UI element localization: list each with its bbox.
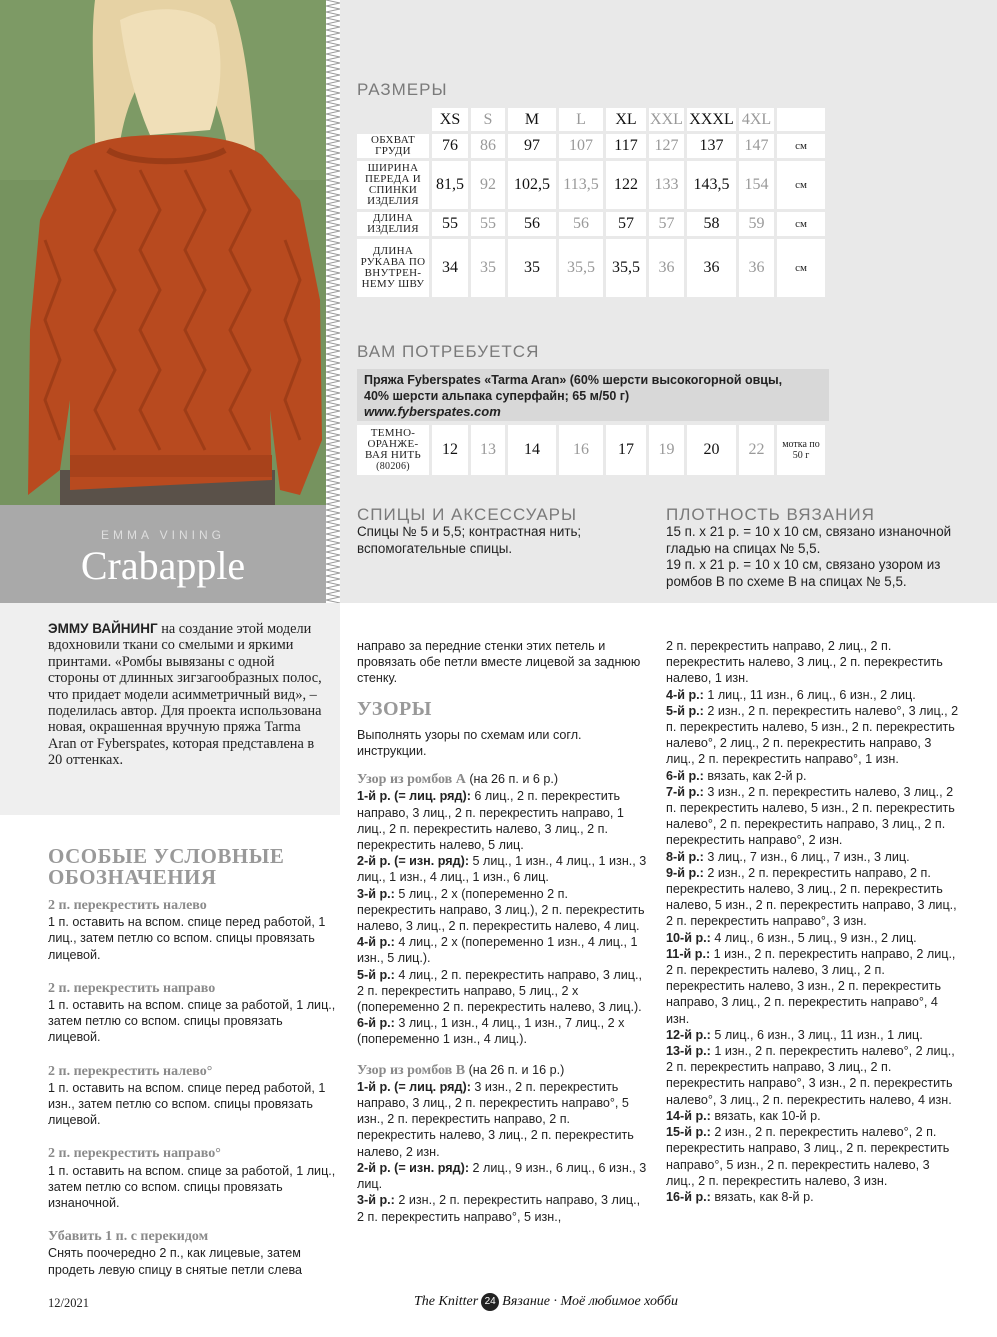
row-label: ДЛИНА ИЗДЕЛИЯ xyxy=(357,212,429,236)
size-value: 57 xyxy=(606,212,646,236)
size-value: 107 xyxy=(559,134,603,158)
size-value: 143,5 xyxy=(687,161,736,209)
size-unit: см xyxy=(777,134,825,158)
gauge-line-1: 15 п. х 21 р. = 10 х 10 см, связано изнаночной гладью на спицах № 5,5. xyxy=(666,524,952,556)
size-value: 35 xyxy=(471,239,505,297)
size-value: 57 xyxy=(649,212,684,236)
row-text: вязать, как 10-й р. xyxy=(710,1108,821,1123)
yarn-qty: 22 xyxy=(739,425,774,475)
size-header: XL xyxy=(606,108,646,131)
row-number: 13-й р.: xyxy=(666,1044,711,1059)
size-value: 86 xyxy=(471,134,505,158)
size-value: 34 xyxy=(432,239,468,297)
size-value: 92 xyxy=(471,161,505,209)
row-number: 4-й р.: xyxy=(666,687,704,702)
yarn-row xyxy=(357,425,825,475)
row-text: 2 изн., 2 п. перекрестить направо, 3 лиц., 2 п. перекрестить направо°, 5 изн., xyxy=(357,1193,641,1224)
size-value: 133 xyxy=(649,161,684,209)
column-3 xyxy=(666,638,961,1205)
yarn-qty: 19 xyxy=(649,425,684,475)
patterns-intro: Выполнять узоры по схемам или согл. инструкции. xyxy=(357,727,582,759)
size-unit: см xyxy=(777,161,825,209)
row-text: 4 лиц., 6 изн., 5 лиц., 9 изн., 2 лиц. xyxy=(710,930,917,945)
pattern-a-row xyxy=(357,934,647,966)
materials-heading: ВАМ ПОТРЕБУЕТСЯ xyxy=(357,342,540,361)
size-header: L xyxy=(559,108,603,131)
size-value: 113,5 xyxy=(559,161,603,209)
abbrev-text: 1 п. оставить на вспом. спице перед работой, 1 лиц., затем петлю со вспом. спицы провязать лицевой. xyxy=(48,915,326,962)
row-number: 15-й р.: xyxy=(666,1125,711,1140)
issue-number: 12/2021 xyxy=(48,1296,89,1310)
size-value: 122 xyxy=(606,161,646,209)
yarn-qty: 16 xyxy=(559,425,603,475)
size-header: XXL xyxy=(649,108,684,131)
row-text: 5 лиц., 1 изн., 4 лиц., 1 изн., 3 лиц., 1 изн., 4 лиц., 1 изн., 6 лиц. xyxy=(357,854,647,885)
pattern-b-row xyxy=(666,1108,961,1124)
row-number: 6-й р.: xyxy=(666,768,704,783)
pattern-b-row xyxy=(666,1027,961,1043)
row-label: ДЛИНА РУКАВА ПО ВНУТРЕН-НЕМУ ШВУ xyxy=(357,239,429,297)
pattern-b-row xyxy=(666,784,961,849)
size-header: XXXL xyxy=(687,108,736,131)
size-value: 56 xyxy=(559,212,603,236)
size-value: 55 xyxy=(432,212,468,236)
row-text: 5 лиц., 2 х (попеременно 2 п. перекрестить направо, 3 лиц.), 2 п. перекрестить налево, 3 лиц., 2 п. перекрестить налево, 4 лиц. xyxy=(357,886,645,934)
pattern-b-row xyxy=(357,1160,647,1192)
yarn-line-1: Пряжа Fyberspates «Tarma Aran» (60% шерсти высокогорной овцы, xyxy=(364,373,783,387)
gauge-line-2: 19 п. х 21 р. = 10 х 10 см, связано узором из ромбов В по схеме В на спицах № 5,5. xyxy=(666,557,941,589)
row-number: 14-й р.: xyxy=(666,1108,711,1123)
pattern-b-row xyxy=(666,768,961,784)
size-value: 76 xyxy=(432,134,468,158)
needles-text: Спицы № 5 и 5,5; контрастная нить; вспомогательные спицы. xyxy=(357,524,582,556)
size-value: 36 xyxy=(649,239,684,297)
row-number: 3-й р.: xyxy=(357,886,395,901)
row-number: 7-й р.: xyxy=(666,784,704,799)
sizes-header-row xyxy=(357,108,825,131)
abbrev-heading-line-1: ОСОБЫЕ УСЛОВНЫЕ xyxy=(48,844,285,868)
yarn-color-label xyxy=(357,425,429,475)
size-value: 137 xyxy=(687,134,736,158)
page-number: 24 xyxy=(481,1293,499,1311)
pattern-a-row xyxy=(357,788,647,853)
pattern-b-row xyxy=(666,703,961,768)
sizes-row xyxy=(357,134,825,158)
abbrev-title: Убавить 1 п. с перекидом xyxy=(48,1229,209,1245)
needles-heading: СПИЦЫ И АКСЕССУАРЫ xyxy=(357,505,578,524)
pattern-b-row xyxy=(666,1189,961,1205)
row-number: 2-й р. (= изн. ряд): xyxy=(357,854,470,869)
row-number: 6-й р.: xyxy=(357,1016,395,1031)
row-text: 3 изн., 2 п. перекрестить налево, 3 лиц., 2 п. перекрестить налево, 5 изн., 2 п. перекрестить налево°, 2 п. перекрестить направо, 3 лиц., 2 п. перекрестить направо°, 2 изн. xyxy=(666,784,955,848)
abbrev-list xyxy=(48,898,338,1278)
row-text: 1 изн., 2 п. перекрестить направо, 2 лиц., 2 п. перекрестить налево, 3 лиц., 2 п. перекрестить налево, 3 изн., 2 п. перекрестить направо, 3 лиц., 2 п. перекрестить направо°, 4 изн. xyxy=(666,946,956,1026)
intro-text xyxy=(48,621,328,769)
size-header: M xyxy=(508,108,556,131)
row-text: 4 лиц., 2 х (попеременно 1 изн., 4 лиц., 1 изн., 5 лиц.). xyxy=(357,935,638,966)
intro-designer: ЭММУ ВАЙНИНГ xyxy=(48,621,158,636)
row-number: 4-й р.: xyxy=(357,935,395,950)
unit-header xyxy=(777,108,825,131)
size-unit: см xyxy=(777,212,825,236)
pattern-b-row xyxy=(666,865,961,930)
row-text: 1 изн., 2 п. перекрестить налево°, 2 лиц., 2 п. перекрестить направо, 3 лиц., 2 п. перекрестить направо°, 3 изн., 2 п. перекрестить налево°, 3 лиц., 2 п. перекрестить налево, 4 изн. xyxy=(666,1044,955,1107)
pattern-b-title-line xyxy=(357,1062,647,1079)
pattern-a-title-line xyxy=(357,771,647,788)
row-number: 1-й р. (= лиц. ряд): xyxy=(357,1079,471,1094)
sizes-heading: РАЗМЕРЫ xyxy=(357,80,448,99)
row-number: 16-й р.: xyxy=(666,1189,711,1204)
abbrev-text: 1 п. оставить на вспом. спице за работой, 1 лиц., затем петлю со вспом. спицы провязать лицевой. xyxy=(48,998,336,1045)
abbrev-title: 2 п. перекрестить направо xyxy=(48,980,216,996)
yarn-color-name: ТЕМНО-ОРАНЖЕ-ВАЯ НИТЬ xyxy=(365,427,421,461)
gauge-text xyxy=(666,524,966,590)
abbrev-heading xyxy=(48,846,284,888)
sizes-row xyxy=(357,239,825,297)
row-number: 1-й р. (= лиц. ряд): xyxy=(357,789,471,804)
size-value: 58 xyxy=(687,212,736,236)
pattern-b-row xyxy=(666,849,961,865)
row-text: 2 изн., 2 п. перекрестить налево°, 3 лиц., 2 п. перекрестить налево, 5 изн., 2 п. перекрестить налево°, 2 лиц., 2 п. перекрестить направо, 3 лиц., 2 п. перекрестить направо°, 1 изн. xyxy=(666,703,959,767)
pattern-a-row xyxy=(357,967,647,1016)
row-label: ШИРИНА ПЕРЕДА И СПИНКИ ИЗДЕЛИЯ xyxy=(357,161,429,209)
designer-name: EMMA VINING xyxy=(100,528,225,542)
size-value: 35,5 xyxy=(606,239,646,297)
row-text: 2 изн., 2 п. перекрестить налево°, 2 п. перекрестить направо, 3 лиц., 2 п. перекрестить направо°, 5 изн., 2 п. перекрестить налево, 3 лиц., 2 п. перекрестить налево, 3 изн. xyxy=(666,1125,950,1188)
size-header: 4XL xyxy=(739,108,774,131)
size-value: 127 xyxy=(649,134,684,158)
size-header: XS xyxy=(432,108,468,131)
abbrev-heading-line-2: ОБОЗНАЧЕНИЯ xyxy=(48,865,217,889)
pattern-b-row xyxy=(666,1043,961,1108)
size-value: 55 xyxy=(471,212,505,236)
size-value: 117 xyxy=(606,134,646,158)
size-unit: см xyxy=(777,239,825,297)
sizes-row xyxy=(357,212,825,236)
abbrev-title: 2 п. перекрестить направо° xyxy=(48,1146,221,1162)
pattern-b-row xyxy=(357,1192,647,1224)
column-2 xyxy=(357,638,647,1225)
yarn-qty: 17 xyxy=(606,425,646,475)
yarn-line-2: 40% шерсти альпака суперфайн; 65 м/50 г) xyxy=(364,389,630,403)
abbrev-item xyxy=(48,1064,338,1129)
brand-name: The Knitter xyxy=(414,1294,479,1310)
yarn-qty: 20 xyxy=(687,425,736,475)
size-value: 154 xyxy=(739,161,774,209)
pattern-b-title: Узор из ромбов В xyxy=(357,1062,466,1078)
pattern-a-sub: (на 26 п. и 6 р.) xyxy=(465,772,559,787)
row-text: 2 лиц., 9 изн., 6 лиц., 6 изн., 3 лиц. xyxy=(357,1160,647,1192)
row-number: 9-й р.: xyxy=(666,865,704,880)
row-text: вязать, как 2-й р. xyxy=(703,768,807,783)
size-value: 59 xyxy=(739,212,774,236)
size-header: S xyxy=(471,108,505,131)
row-text: 3 лиц., 7 изн., 6 лиц., 7 изн., 3 лиц. xyxy=(703,849,910,864)
sweater-photo xyxy=(0,0,326,505)
sizes-row xyxy=(357,161,825,209)
continued-text: направо за передние стенки этих петель и провязать обе петли вместе лицевой за заднюю стенку. xyxy=(357,639,641,686)
size-value: 35,5 xyxy=(559,239,603,297)
yarn-qty: 14 xyxy=(508,425,556,475)
size-value: 102,5 xyxy=(508,161,556,209)
pattern-b-row xyxy=(666,687,961,703)
zigzag-divider xyxy=(326,0,340,603)
yarn-description xyxy=(357,369,829,421)
abbrev-title: 2 п. перекрестить налево° xyxy=(48,1063,213,1079)
row-text: 2 изн., 2 п. перекрестить направо, 2 п. перекрестить налево, 3 лиц., 2 п. перекрестить налево, 5 изн., 2 п. перекрестить направо, 3 лиц., 2 п. перекрестить направо°, 3 изн. xyxy=(666,865,957,929)
pattern-a-row xyxy=(357,886,647,935)
footer-brand xyxy=(414,1293,678,1311)
row-number: 2-й р. (= изн. ряд): xyxy=(357,1160,470,1175)
abbrev-item xyxy=(48,898,338,963)
row-text: 5 лиц., 6 изн., 3 лиц., 11 изн., 1 лиц. xyxy=(710,1027,923,1042)
sizes-corner xyxy=(357,108,429,131)
yarn-unit: мотка по 50 г xyxy=(777,425,825,475)
size-value: 81,5 xyxy=(432,161,468,209)
intro-body: на создание этой модели вдохновили ткани со смелыми и яркими принтами. «Ромбы вывязаны с одной стороны от длинных зигзагообразных полос, что придает модели асимметричный вид», – поделилась автор. Для проекта использована новая, окрашенная вручную пряжа Tarma Aran от Fyberspates, которая представлена в 20 оттенках. xyxy=(48,621,322,769)
row-number: 5-й р.: xyxy=(357,967,395,982)
yarn-qty: 12 xyxy=(432,425,468,475)
row-text: 1 лиц., 11 изн., 6 лиц., 6 изн., 2 лиц. xyxy=(703,687,916,702)
row-text: 3 изн., 2 п. перекрестить направо, 3 лиц., 2 п. перекрестить направо°, 5 изн., 2 п. перекрестить направо, 2 п. перекрестить налево, 3 лиц., 2 п. перекрестить налево, 2 изн. xyxy=(357,1079,634,1159)
pattern-a-title: Узор из ромбов А xyxy=(357,772,466,788)
pattern-title: Crabapple xyxy=(80,543,246,588)
pattern-b-sub: (на 26 п. и 16 р.) xyxy=(465,1062,565,1077)
pattern-a-row xyxy=(357,1015,647,1047)
pattern-b-row xyxy=(666,930,961,946)
yarn-color-code: (80206) xyxy=(376,461,410,472)
row-text: 2 п. перекрестить направо, 2 лиц., 2 п. перекрестить налево, 3 лиц., 2 п. перекрестить налево, 1 изн. xyxy=(666,639,943,686)
yarn-url[interactable]: www.fyberspates.com xyxy=(364,404,501,419)
row-number: 11-й р.: xyxy=(666,946,711,961)
abbrev-item xyxy=(48,1229,338,1278)
pattern-b-row xyxy=(666,1124,961,1189)
row-text: 4 лиц., 2 п. перекрестить направо, 3 лиц., 2 п. перекрестить направо, 5 лиц., 2 х (попеременно 2 п. перекрестить налево, 3 лиц.). xyxy=(357,967,642,1015)
row-text: вязать, как 8-й р. xyxy=(710,1189,814,1204)
brand-tagline: Вязание · Моё любимое хобби xyxy=(502,1294,678,1310)
row-number: 3-й р.: xyxy=(357,1193,395,1208)
row-number: 10-й р.: xyxy=(666,930,711,945)
gauge-heading: ПЛОТНОСТЬ ВЯЗАНИЯ xyxy=(666,505,875,524)
pattern-b-row xyxy=(666,638,961,687)
size-value: 56 xyxy=(508,212,556,236)
abbrev-text: 1 п. оставить на вспом. спице за работой, 1 лиц., затем петлю со вспом. спицы провязать изнаночной. xyxy=(48,1163,336,1211)
size-value: 36 xyxy=(739,239,774,297)
pattern-a-row xyxy=(357,853,647,885)
size-value: 36 xyxy=(687,239,736,297)
row-text: 3 лиц., 1 изн., 4 лиц., 1 изн., 7 лиц., 2 х (попеременно 1 изн., 4 лиц.). xyxy=(357,1016,625,1047)
size-value: 35 xyxy=(508,239,556,297)
row-number: 8-й р.: xyxy=(666,849,704,864)
row-text: 6 лиц., 2 п. перекрестить направо, 3 лиц., 2 п. перекрестить направо, 1 лиц., 2 п. перекрестить налево, 3 лиц., 2 п. перекрестить налево, 5 лиц. xyxy=(357,789,624,853)
row-label: ОБХВАТ ГРУДИ xyxy=(357,134,429,158)
sizes-table xyxy=(354,105,828,300)
abbrev-title: 2 п. перекрестить налево xyxy=(48,898,207,913)
abbrev-text: Снять поочередно 2 п., как лицевые, затем продеть левую спицу в снятые петли слева xyxy=(48,1246,303,1277)
row-number: 5-й р.: xyxy=(666,703,704,718)
row-number: 12-й р.: xyxy=(666,1027,711,1042)
size-value: 147 xyxy=(739,134,774,158)
pattern-b-row xyxy=(666,946,961,1027)
abbrev-item xyxy=(48,981,338,1046)
patterns-heading: УЗОРЫ xyxy=(357,697,432,720)
pattern-b-row xyxy=(357,1079,647,1160)
yarn-table xyxy=(354,422,828,478)
size-value: 97 xyxy=(508,134,556,158)
abbrev-item xyxy=(48,1146,338,1211)
yarn-qty: 13 xyxy=(471,425,505,475)
abbrev-text: 1 п. оставить на вспом. спице перед работой, 1 изн., затем петлю со вспом. спицы провязать лицевой. xyxy=(48,1080,326,1128)
model-illustration xyxy=(0,0,326,505)
